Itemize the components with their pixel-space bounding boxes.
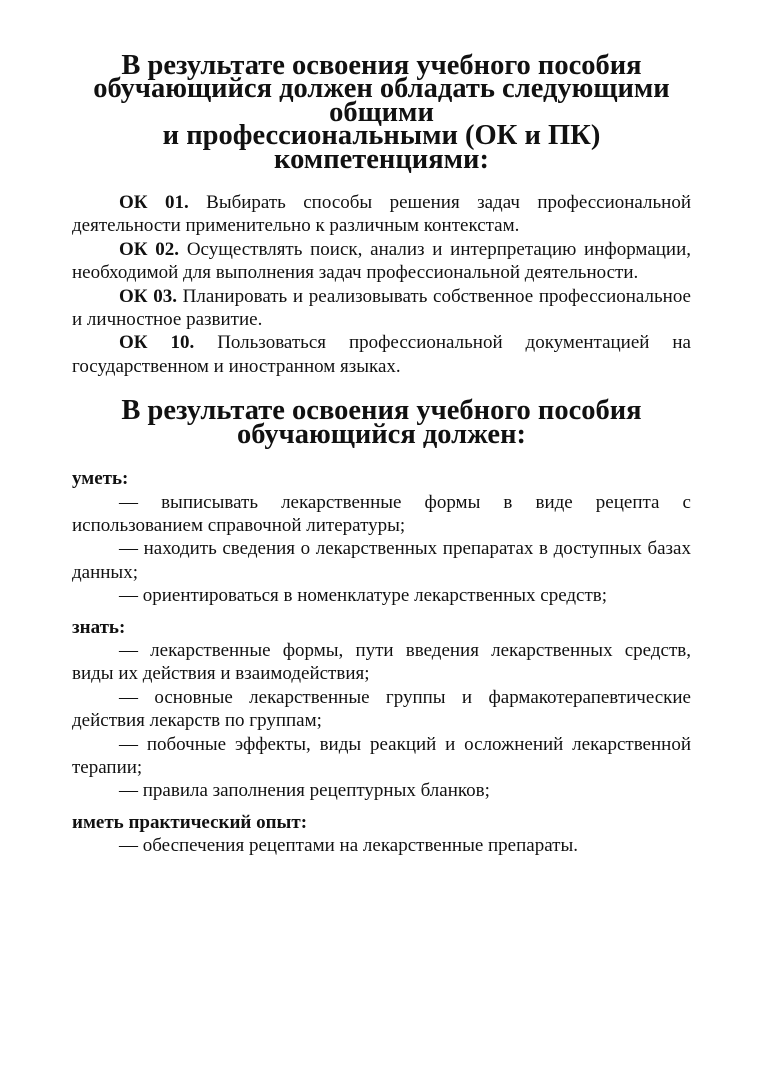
heading-line: и профессиональными (ОК и ПК) компетенциями: <box>162 120 601 175</box>
competencies-list <box>72 191 691 378</box>
competency-text: Выбирать способы решения задач профессиональной деятельности применительно к различным контекстам. <box>72 192 692 237</box>
list-item: — основные лекарственные группы и фармакотерапевтические действия лекарств по группам; <box>72 686 691 732</box>
heading-line: В результате освоения учебного пособия <box>121 50 642 81</box>
section-skills <box>72 467 691 607</box>
competency-text: Планировать и реализовывать собственное профессиональное и личностное развитие. <box>72 285 691 331</box>
competencies-heading <box>72 50 691 175</box>
competency-text: Пользоваться профессиональной документацией на государственном и иностранном языках. <box>72 332 691 377</box>
section-experience <box>72 811 691 858</box>
section-label: знать: <box>72 616 126 638</box>
competency-ok10 <box>72 331 691 378</box>
competency-ok03 <box>72 285 691 332</box>
section-knowledge <box>72 616 691 803</box>
competency-code: ОК 02. <box>119 238 180 260</box>
competency-code: ОК 03. <box>119 285 177 307</box>
heading-line: В результате освоения учебного пособия <box>121 395 642 427</box>
list-item: — побочные эффекты, виды реакций и осложнений лекарственной терапии; <box>72 733 691 778</box>
heading-line: обучающийся должен: <box>237 418 526 450</box>
list-item: — правила заполнения рецептурных бланков; <box>119 780 490 802</box>
list-item: — обеспечения рецептами на лекарственные препараты. <box>119 835 578 857</box>
competency-code: ОК 01. <box>119 192 189 214</box>
outcomes-heading <box>72 395 691 450</box>
section-label: уметь: <box>72 468 129 490</box>
competency-text: Осуществлять поиск, анализ и интерпретацию информации, необходимой для выполнения задач профессиональной деятельности. <box>72 238 692 284</box>
list-item: — ориентироваться в номенклатуре лекарственных средств; <box>119 585 608 607</box>
list-item: — выписывать лекарственные формы в виде рецепта с использованием справочной литературы; <box>72 491 691 536</box>
competency-ok01 <box>72 191 691 238</box>
list-item: — находить сведения о лекарственных препаратах в доступных базах данных; <box>72 538 691 583</box>
heading-line: обучающийся должен обладать следующими общими <box>93 73 670 128</box>
outcomes <box>72 467 691 858</box>
section-label: иметь практический опыт: <box>72 811 308 833</box>
competency-ok02 <box>72 238 691 285</box>
document-page <box>72 50 692 858</box>
list-item: — лекарственные формы, пути введения лекарственных средств, виды их действия и взаимодействия; <box>72 639 691 685</box>
competency-code: ОК 10. <box>119 332 195 354</box>
